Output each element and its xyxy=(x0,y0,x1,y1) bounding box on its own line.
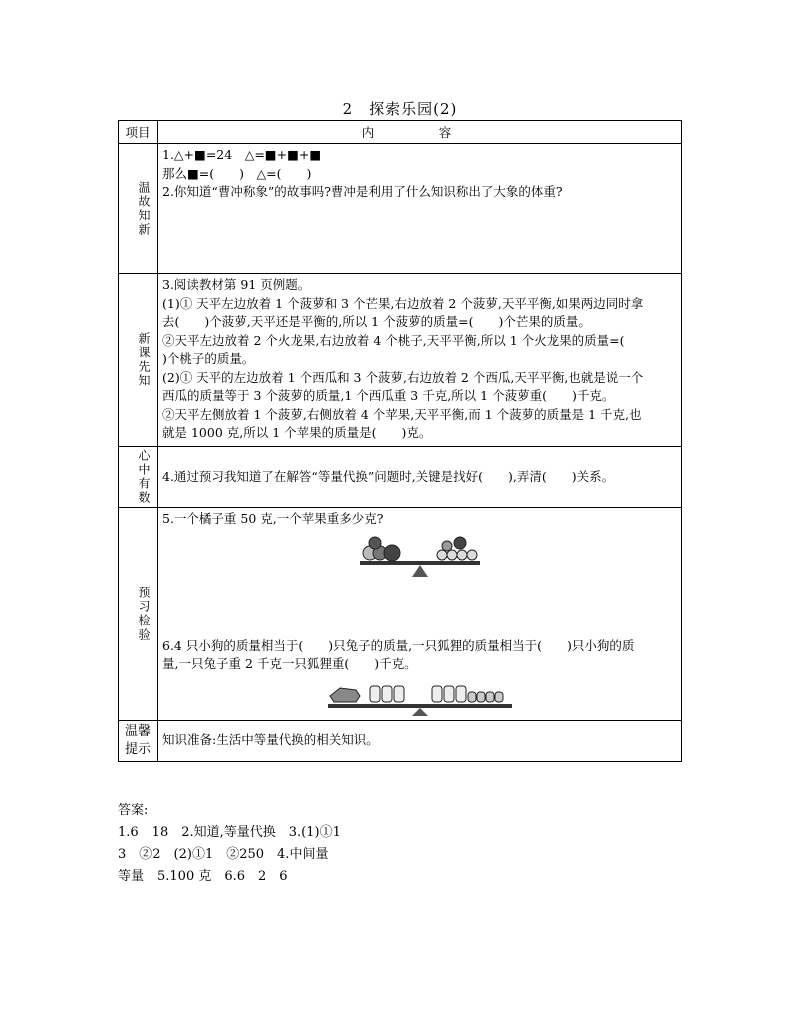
row-label-check: 预习检验 xyxy=(119,508,158,721)
text-line: (1)① 天平左边放着 1 个菠萝和 3 个芒果,右边放着 2 个菠萝,天平平衡,如果两边同时拿 xyxy=(162,295,644,311)
answer-line: 3 ②2 (2)①1 ②250 4.中间量 xyxy=(118,847,329,862)
answers-heading: 答案: xyxy=(118,803,149,818)
row-label-mind: 心中有数 xyxy=(119,447,158,508)
row-tips xyxy=(119,720,682,761)
header-content: 内 容 xyxy=(158,121,682,144)
fruit-scale-image xyxy=(350,531,490,579)
question-6-line-2: 量,一只兔子重 2 千克一只狐狸重( )千克。 xyxy=(162,656,417,671)
text-line: 4.通过预习我知道了在解答“等量代换”问题时,关键是找好( ),弄清( )关系。 xyxy=(162,468,615,484)
text-line: ②天平左侧放着 1 个菠萝,右侧放着 4 个苹果,天平平衡,而 1 个菠萝的质量是 1 千克,也 xyxy=(162,406,642,422)
text-line: 知识准备:生活中等量代换的相关知识。 xyxy=(162,732,379,748)
answers-section xyxy=(118,800,341,888)
answer-line: 等量 5.100 克 6.6 2 6 xyxy=(118,869,288,884)
answer-line: 1.6 18 2.知道,等量代换 3.(1)①1 xyxy=(118,825,341,840)
text-line: 那么■=( ) △=( ) xyxy=(162,165,312,181)
text-line: 2.你知道“曹冲称象”的故事吗?曹冲是利用了什么知识称出了大象的体重? xyxy=(162,184,563,199)
row-content-mind xyxy=(158,447,682,508)
text-line: 去( )个菠萝,天平还是平衡的,所以 1 个菠萝的质量=( )个芒果的质量。 xyxy=(162,314,591,329)
text-line: (2)① 天平的左边放着 1 个西瓜和 3 个菠萝,右边放着 2 个西瓜,天平平衡,也就是说一个 xyxy=(162,369,644,385)
row-check xyxy=(119,508,682,721)
row-mind xyxy=(119,447,682,508)
text-line: 3.阅读教材第 91 页例题。 xyxy=(162,277,311,292)
row-new-lesson xyxy=(119,274,682,447)
row-content-check xyxy=(158,508,682,721)
worksheet-table xyxy=(118,120,682,762)
animal-scale-image xyxy=(320,676,520,716)
text-line: )个桃子的质量。 xyxy=(162,351,255,366)
row-review xyxy=(119,144,682,274)
question-5: 5.一个橘子重 50 克,一个苹果重多少克? xyxy=(162,511,384,526)
table-header-row xyxy=(119,121,682,144)
row-content-tips xyxy=(158,720,682,761)
text-line: 就是 1000 克,所以 1 个苹果的质量是( )克。 xyxy=(162,425,432,440)
row-label-tips: 温馨 提示 xyxy=(119,720,158,761)
question-6-line-1: 6.4 只小狗的质量相当于( )只兔子的质量,一只狐狸的质量相当于( )只小狗的质 xyxy=(162,637,635,653)
row-content-new-lesson xyxy=(158,274,682,447)
row-label-review: 温故知新 xyxy=(119,144,158,274)
text-line: 1.△+■=24 △=■+■+■ xyxy=(162,147,322,162)
page-title: 2 探索乐园(2) xyxy=(342,100,458,118)
header-item: 项目 xyxy=(119,121,158,144)
text-line: ②天平左边放着 2 个火龙果,右边放着 4 个桃子,天平平衡,所以 1 个火龙果的质量=( xyxy=(162,332,625,348)
row-content-review xyxy=(158,144,682,274)
text-line: 西瓜的质量等于 3 个菠萝的质量,1 个西瓜重 3 千克,所以 1 个菠萝重( )千克。 xyxy=(162,388,615,403)
row-label-new-lesson: 新课先知 xyxy=(119,274,158,447)
